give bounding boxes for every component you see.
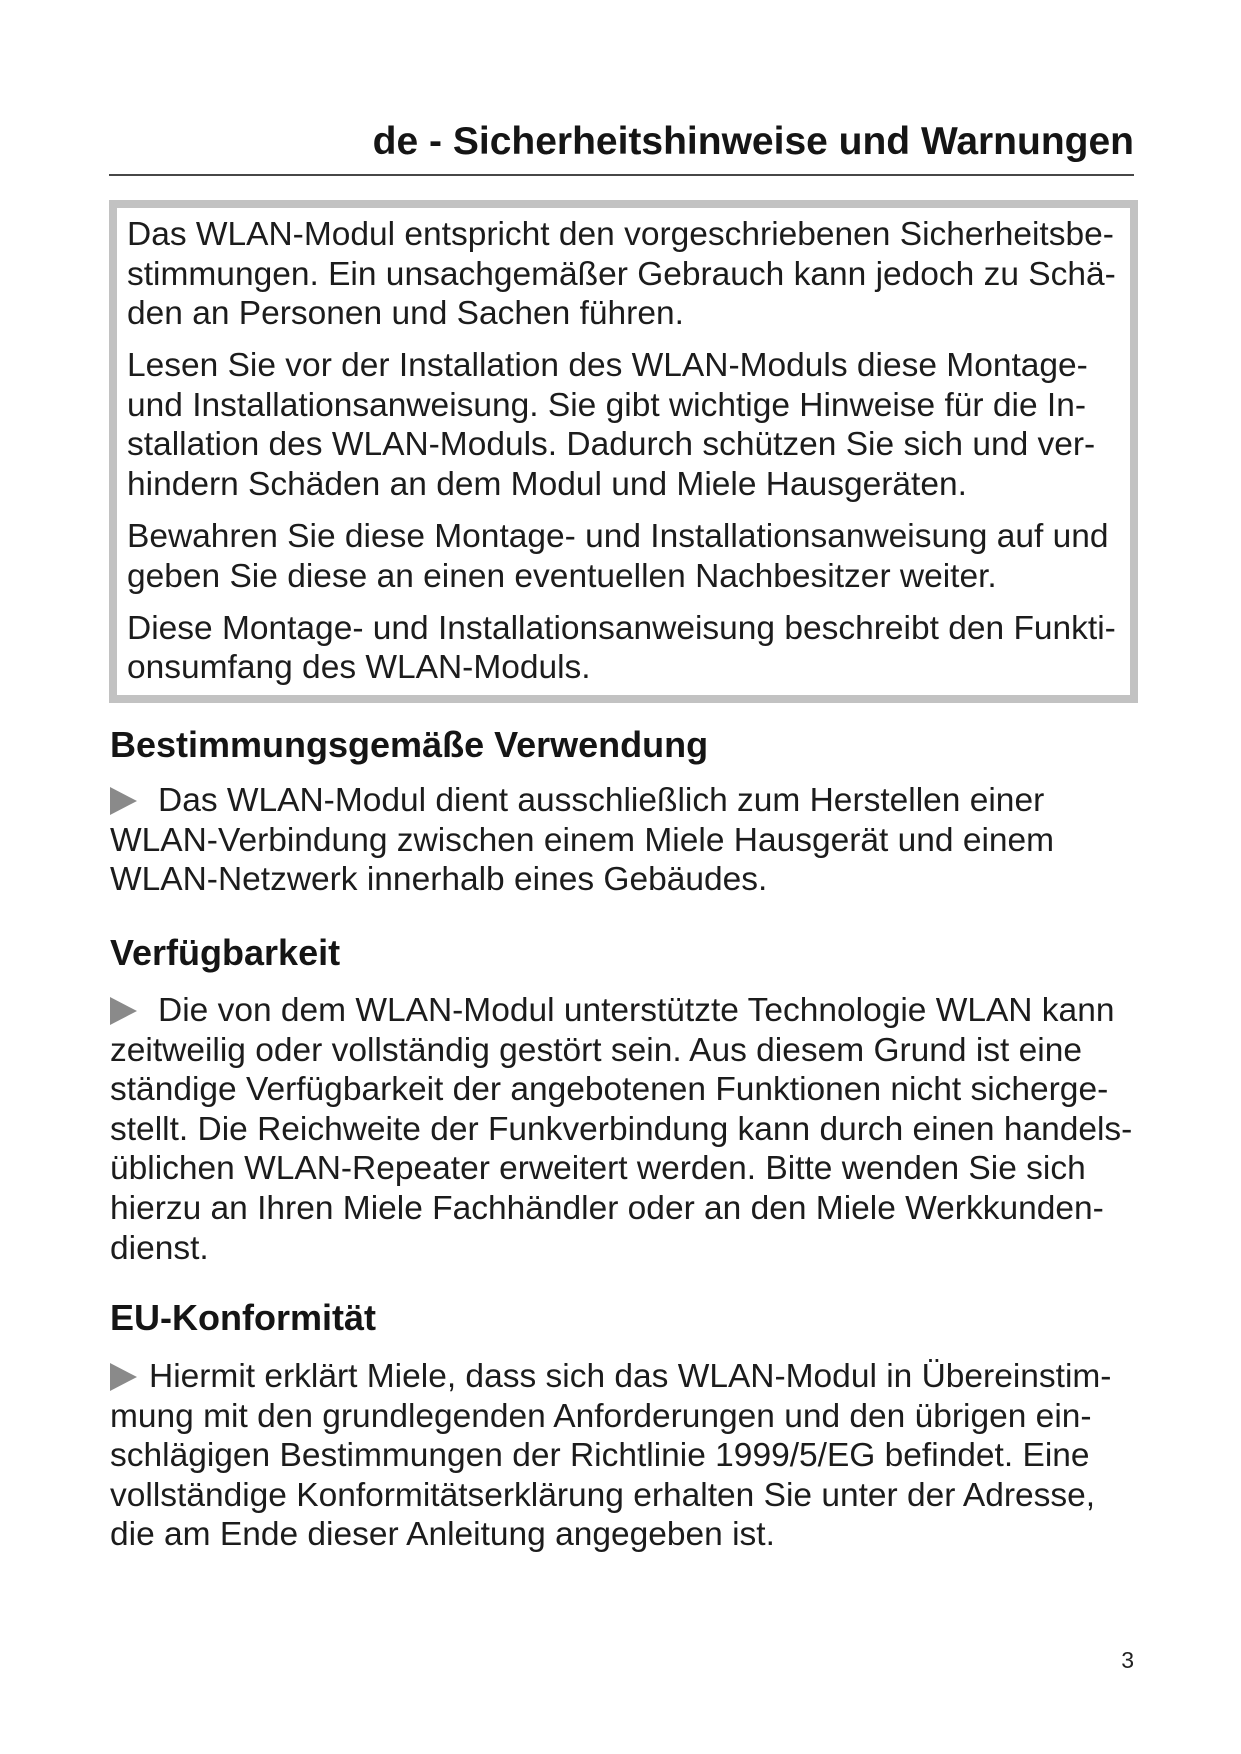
page-title: de - Sicherheitshinweise und Warnungen [372, 120, 1134, 163]
notice-line: den an Personen und Sachen führen. [127, 295, 684, 333]
body-line: stellt. Die Reichweite der Funkverbindung kann durch einen handels- [110, 1110, 1133, 1148]
section-body-intended-use [110, 781, 1054, 900]
notice-line: Lesen Sie vor der Installation des WLAN-Moduls diese Montage- [127, 347, 1088, 385]
notice-line: hindern Schäden an dem Modul und Miele Hausgeräten. [127, 466, 967, 504]
body-line: die am Ende dieser Anleitung angegeben ist. [110, 1516, 775, 1554]
section-heading-eu-conformity: EU-Konformität [110, 1297, 376, 1338]
notice-paragraph [127, 346, 1130, 504]
safety-notice-box [109, 200, 1138, 703]
triangle-right-icon [110, 997, 137, 1025]
notice-line: Diese Montage- und Installationsanweisung beschreibt den Funkti- [127, 609, 1116, 647]
notice-line: onsumfang des WLAN-Moduls. [127, 649, 591, 687]
page-number: 3 [1121, 1647, 1134, 1673]
body-line: Die von dem WLAN-Modul unterstützte Technologie WLAN kann [158, 992, 1115, 1029]
body-line: hierzu an Ihren Miele Fachhändler oder an den Miele Werkkunden- [110, 1189, 1104, 1227]
section-heading-intended-use: Bestimmungsgemäße Verwendung [110, 724, 709, 765]
notice-line: stimmungen. Ein unsachgemäßer Gebrauch kann jedoch zu Schä- [127, 255, 1116, 293]
body-line: WLAN-Verbindung zwischen einem Miele Hausgerät und einem [110, 821, 1055, 859]
section-body-eu-conformity [110, 1357, 1111, 1555]
body-line: Das WLAN-Modul dient ausschließlich zum Herstellen einer [158, 782, 1045, 819]
header-divider [109, 174, 1134, 176]
notice-line: Bewahren Sie diese Montage- und Installationsanweisung auf und [127, 518, 1109, 556]
body-line: WLAN-Netzwerk innerhalb eines Gebäudes. [110, 861, 768, 899]
body-line: zeitweilig oder vollständig gestört sein. Aus diesem Grund ist eine [110, 1031, 1083, 1069]
section-heading-availability: Verfügbarkeit [110, 932, 341, 973]
body-line: Hiermit erklärt Miele, dass sich das WLAN-Modul in Übereinstim- [149, 1358, 1112, 1395]
notice-line: stallation des WLAN-Moduls. Dadurch schützen Sie sich und ver- [127, 426, 1096, 464]
notice-line: Das WLAN-Modul entspricht den vorgeschriebenen Sicherheitsbe- [127, 216, 1114, 253]
notice-paragraph [127, 609, 1130, 688]
body-line: üblichen WLAN-Repeater erweitert werden. Bitte wenden Sie sich [110, 1150, 1086, 1188]
section-body-availability [110, 991, 1132, 1268]
triangle-right-icon [110, 1363, 137, 1391]
notice-paragraph [127, 215, 1130, 334]
notice-paragraph [127, 517, 1130, 596]
body-line: dienst. [110, 1229, 209, 1267]
body-line: schlägigen Bestimmungen der Richtlinie 1999/5/EG befindet. Eine [110, 1437, 1090, 1475]
body-line: ständige Verfügbarkeit der angebotenen Funktionen nicht sicherge- [110, 1071, 1109, 1109]
notice-line: geben Sie diese an einen eventuellen Nachbesitzer weiter. [127, 557, 997, 595]
body-line: vollständige Konformitätserklärung erhalten Sie unter der Adresse, [110, 1476, 1096, 1514]
body-line: mung mit den grundlegenden Anforderungen und den übrigen ein- [110, 1397, 1092, 1435]
notice-line: und Installationsanweisung. Sie gibt wichtige Hinweise für die In- [127, 386, 1087, 424]
triangle-right-icon [110, 787, 137, 815]
